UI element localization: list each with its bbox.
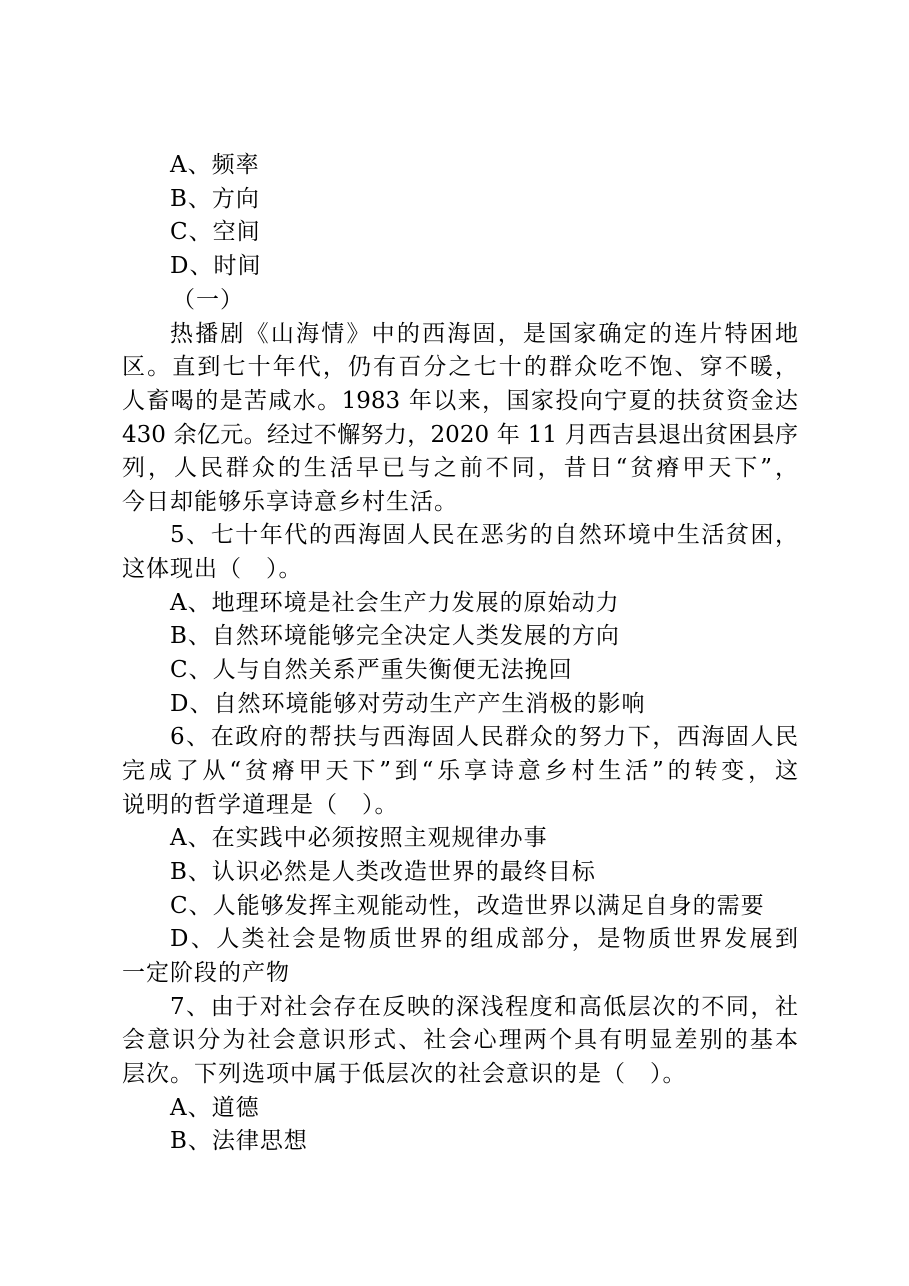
question-5-option-c: C、人与自然关系严重失衡便无法挽回 [170,657,573,683]
question-6-option-d-cont: 一定阶段的产物 [122,960,290,986]
option-a: A、频率 [170,152,260,178]
passage-line: 区。直到七十年代，仍有百分之七十的群众吃不饱、穿不暖， [122,354,798,380]
question-6-option-c: C、人能够发挥主观能动性，改造世界以满足自身的需要 [170,893,765,919]
question-5-option-d: D、自然环境能够对劳动生产产生消极的影响 [170,691,646,717]
question-7-stem: 层次。下列选项中属于低层次的社会意识的是（ ）。 [122,1061,687,1087]
question-6-stem: 完成了从“贫瘠甲天下”到“乐享诗意乡村生活”的转变，这 [122,758,798,784]
passage-line: 热播剧《山海情》中的西海固，是国家确定的连片特困地 [170,321,798,347]
option-b: B、方向 [170,186,260,212]
question-6-stem: 说明的哲学道理是（ ）。 [122,792,399,818]
question-7-option-a: A、道德 [170,1095,260,1121]
option-d: D、时间 [170,253,262,279]
question-5-option-a: A、地理环境是社会生产力发展的原始动力 [170,590,620,616]
question-6-option-d: D、人类社会是物质世界的组成部分，是物质世界发展到 [170,926,798,952]
question-7-stem: 会意识分为社会意识形式、社会心理两个具有明显差别的基本 [122,1027,798,1053]
section-marker: （一） [172,287,244,313]
passage-line: 今日却能够乐享诗意乡村生活。 [122,489,458,515]
option-c: C、空间 [170,219,261,245]
passage-line: 430 余亿元。经过不懈努力，2020 年 11 月西吉县退出贫困县序 [122,422,798,448]
question-6-option-b: B、认识必然是人类改造世界的最终目标 [170,859,596,885]
passage-line: 列，人民群众的生活早已与之前不同，昔日“贫瘠甲天下”， [122,455,798,481]
question-6-option-a: A、在实践中必须按照主观规律办事 [170,825,548,851]
question-5-stem: 5、七十年代的西海固人民在恶劣的自然环境中生活贫困， [170,522,798,548]
question-7-stem: 7、由于对社会存在反映的深浅程度和高低层次的不同，社 [170,994,798,1020]
question-7-option-b: B、法律思想 [170,1128,308,1154]
question-5-stem: 这体现出（ ）。 [122,556,303,582]
passage-line: 人畜喝的是苦咸水。1983 年以来，国家投向宁夏的扶贫资金达 [122,388,798,414]
question-6-stem: 6、在政府的帮扶与西海固人民群众的努力下，西海固人民 [170,724,798,750]
question-5-option-b: B、自然环境能够完全决定人类发展的方向 [170,623,620,649]
